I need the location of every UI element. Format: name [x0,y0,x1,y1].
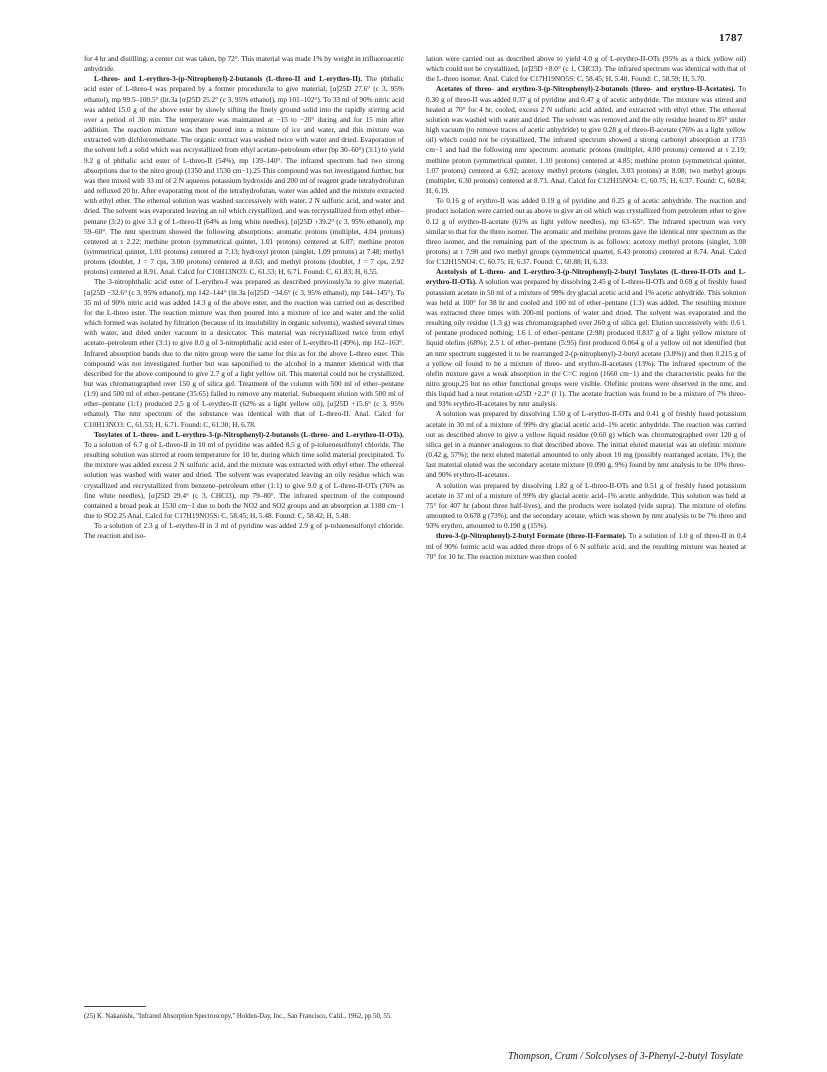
paragraph: The 3-nitrophthalic acid ester of L-erythro-I was prepared as described previously3a to give material, [α]25D −32.6° (c 3, 95% ethanol), mp 142–144° (lit.3a [α]25D −34.6° (c 3, 95% ethanol), mp 144–145°). To 35 ml of 90% nitric acid was added 14.3 g of the above ester, and the reaction was carried out as described for the L-threo ester. The reaction mixture was then poured into a mixture of ice and water and the solid which formed was isolated by filtration (because of its insolubility in organic solvents), washed several times with water, and dried under vacuum in a desiccator. This material was recrystallized twice from ethyl acetate–petroleum ether (3:1) to give 8.0 g of 3-nitrophthalic acid ester of L-erythro-II (49%), mp 162–163°. Infrared absorption bands due to the nitro group were the same for this as for the above L-threo ester. This compound was not investigated further but was saponified to the alcohol in a manner identical with that described for the above compound to give 2.7 g of a light yellow oil. This material could not be crystallized, but was chromatographed over 150 g of silica gel. Treatment of the column with 500 ml of ether–pentane (1:9) and 500 ml of ether–pentane (35:65) failed to remove any material. Subsequent elution with 500 ml of ether–pentane (1:1) produced 2.5 g of L-erythro-II (62% as a light yellow oil), [α]25D +15.6° (c 3, 95% ethanol). The nmr spectrum of the substance was identical with that of L-threo-II. Anal. Calcd for C10H13NO3: C, 61.53; H, 6.71. Found: C, 61.30; H, 6.78. [84,277,404,429]
paragraph: Acetates of threo- and erythro-3-(p-Nitrophenyl)-2-butanols (threo- and erythro-II-Acetates). To 0.30 g of threo-II was added 0.37 g of pyridine and 0.47 g of acetic anhydride. The mixture was stirred and heated at 70° for 4 hr, cooled, excess 2 N sulfuric acid added, and extracted with ethyl ether. The ethereal solution was washed with water and dried. The solvent was removed and the oily residue heated to 85° under high vacuum (to remove traces of acetic anhydride) to give 0.28 g of threo-II-acetate (76% as a light yellow oil) which could not be crystallized. The infrared spectrum showed a strong carbonyl absorption at 1735 cm−1 and had the following nmr spectrum: aromatic protons (multiplet, 4.00 protons) centered at τ 2.19; methine proton (symmetrical quintet, 1.10 protons) centered at 4.85; methine proton (symmetrical quintet, 1.07 protons) centered at 6.92; acetoxy methyl protons (singlet, 3.03 protons) at 8.08; two methyl groups (multiplet, 6.30 protons) centered at 8.73. Anal. Calcd for C12H15NO4: C, 60.75; H, 6.37. Found: C, 60.84; H, 6.19. [426,84,746,196]
paragraph: for 4 hr and distilling; a center cut was taken, bp 72°. This material was made 1% by weight in trifluoroacetic anhydride. [84,54,404,74]
paragraph: Acetolysis of L-threo- and L-erythro-3-(p-Nitrophenyl)-2-butyl Tosylates (L-threo-II-OTs and L-erythro-II-OTs). A solution was prepared by dissolving 2.45 g of L-threo-II-OTs and 0.69 g of freshly fused potassium acetate in 50 ml of a mixture of 99% dry glacial acetic acid and 1% acetic anhydride. This solution was held at 100° for 38 hr and cooled and 100 ml of ether–pentane (1:3) was added. The resulting mixture was extracted three times with 200-ml portions of water and dried. The solvent was evaporated and the resulting oily residue (1.3 g) was chromatographed over 260 g of silica gel. Elution successively with: 0.6 l. of pentane produced nothing; 1.6 l. of ether–pentane (2:98) produced 0.837 g of a light yellow mixture of liquid olefins (68%); 2.5 l. of ether–pentane (5:95) first produced 0.064 g of a yellow oil not identified (but an nmr spectrum suggested it to be rearranged 2-(p-nitrophenyl)-2-butyl acetate (3.8%)) and then 0.215 g of a yellow oil found to be a mixture of threo- and erythro-II-acetates (13%). The infrared spectrum of the olefin mixture gave a weak absorption in the C=C region (1660 cm−1) and the characteristic peaks for the nitro group,25 but no other functional groups were visible. Olefinic protons were observed in the nmr, and this liquid had a neat rotation α25D +2.2° (l 1). The acetate fraction was found to be a mixture of 7% threo- and 93% erythro-II-acetates by nmr analysis. [426,267,746,409]
paragraph: To a solution of 2.3 g of L-erythro-II in 3 ml of pyridine was added 2.9 g of p-toluenesulfonyl chloride. The reaction and iso- [84,521,404,541]
paragraph: threo-3-(p-Nitrophenyl)-2-butyl Formate (threo-II-Formate). To a solution of 1.0 g of threo-II in 0.4 ml of 90% formic acid was added three drops of 6 N sulfuric acid, and the resulting mixture was heated at 70° for 10 hr. The reaction mixture was then cooled [426,531,746,561]
footnote-rule [84,1006,146,1007]
right-column [426,54,746,562]
section-heading: threo-3-(p-Nitrophenyl)-2-butyl Formate (threo-II-Formate). [436,531,627,541]
footnote-text: (25) K. Nakanishi, "Infrared Absorption Spectroscopy," Holden-Day, Inc., San Francisco, Calif., 1962, pp 50, 55. [84,1013,392,1020]
section-heading: Tosylates of L-threo- and L-erythro-3-(p-Nitrophenyl)-2-butanols (L-threo- and L-erythro-II-OTs). [94,429,404,439]
section-heading: Acetates of threo- and erythro-3-(p-Nitrophenyl)-2-butanols (threo- and erythro-II-Acetates). [436,84,736,94]
paragraph: lation were carried out as described above to yield 4.0 g of L-erythro-II-OTs (95% as a thick yellow oil) which could not be crystallized, [α]25D +8.0° (c 1, CHCl3). The infrared spectrum was identical with that of the L-threo isomer. Anal. Calcd for C17H19NO5S: C, 58.45; H, 5.48. Found: C, 58.59; H, 5.70. [426,54,746,84]
paragraph: A solution was prepared by dissolving 1.82 g of L-threo-II-OTs and 0.51 g of freshly fused potassium acetate in 37 ml of a mixture of 99% dry glacial acetic acid–1% acetic anhydride. This solution was held at 75° for 407 hr (about three half-lives), and the products were isolated (vide supra). The mixture of olefins amounted to 0.678 g (73%), and the secondary acetate, which was shown by nmr analysis to be 7% threo and 93% erythro, amounted to 0.190 g (15%). [426,480,746,531]
running-footer: Thompson, Cram / Solcolyses of 3-Phenyl-2-butyl Tosylate [508,1051,743,1062]
paragraph: Tosylates of L-threo- and L-erythro-3-(p-Nitrophenyl)-2-butanols (L-threo- and L-erythro-II-OTs). To a solution of 6.7 g of L-threo-II in 10 ml of pyridine was added 8.5 g of p-toluenesulfonyl chloride. The resulting solution was stirred at room temperature for 10 hr, during which time solid material precipitated. To the mixture was added excess 2 N sulfuric acid, and the mixture was extracted with ethyl ether. The ethereal solution was washed with water and dried. The solvent was evaporated leaving an oily residue which was crystallized and recrystallized from benzene–petroleum ether (1:1) to give 9.0 g of L-threo-II-OTs (76% as fine white needles), [α]25D 29.4° (c 3, CHCl3), mp 79–80°. The infrared spectrum of the compound contained a broad peak at 1530 cm−1 due to both the NO2 and SO2 groups and an absorption at 1180 cm−1 due to SO2.25 Anal. Calcd for C17H19NO5S: C, 58.45; H, 5.48. Found: C, 58.42; H, 5.48. [84,429,404,521]
page-number: 1787 [719,32,743,44]
paragraph: L-threo- and L-erythro-3-(p-Nitrophenyl)-2-butanols (L-threo-II and L-erythro-II). The phthalic acid ester of L-threo-I was prepared by a former procedure3a to give material, [α]25D 27.6° (c 3, 95% ethanol), mp 99.5–100.5° (lit.3a [α]25D 25.2° (c 3, 95% ethanol), mp 101–102°). To 33 ml of 90% nitric acid was added 15.0 g of the above ester by slowly sifting the finely ground solid into the rapidly stirring acid over a period of 30 min. The temperature was maintained at −15 to −20° during and for 15 min after addition. The reaction mixture was then poured into a mixture of ice and water, and this mixture was extracted with dichloromethane. The organic extract was washed twice with water and dried. Evaporation of the solvent left a solid which was recrystallized from ethyl acetate–petroleum ether (bp 30–60°) (3:1) to yield 9.2 g of phthalic acid ester of L-threo-II (54%), mp 139–140°. The infrared spectrum had two strong absorptions due to the nitro group (1350 and 1530 cm−1).25 This compound was not investigated further, but was then mixed with 33 ml of 2 N aqueous potassium hydroxide and 200 ml of reagent grade tetrahydrofuran and refluxed 20 hr. After evaporating most of the tetrahydrofuran, water was added and the mixture extracted with ethyl ether. The ethereal solution was washed successively with water, 2 N sulfuric acid, and water and dried. The solvent was evaporated leaving an oil which crystallized, and was recrystallized from ethyl ether–pentane (3:2) to give 3.3 g of L-threo-II (64% as long white needles), [α]25D +39.2° (c 3, 95% ethanol), mp 59–60°. The nmr spectrum showed the following absorptions: aromatic protons (multiplet, 4.04 protons) centered at τ 2.22; methine proton (symmetrical quintet, 1.01 protons) centered at 6.07; methine proton (symmetrical quintet, 1.01 protons) centered at 7.13; hydroxyl proton (singlet, 1.09 protons) at 7.48; methyl protons (doublet, J = 7 cps, 3.00 protons) centered at 8.63; and methyl protons (doublet, J = 7 cps, 2.92 protons) centered at 8.91. Anal. Calcd for C10H13NO3: C, 61.53; H, 6.71. Found: C, 61.83; H, 6.55. [84,74,404,277]
left-column [84,54,404,542]
section-heading: L-threo- and L-erythro-3-(p-Nitrophenyl)-2-butanols (L-threo-II and L-erythro-II). [94,74,363,84]
footnote [84,1012,404,1021]
paragraph: To 0.16 g of erythro-II was added 0.19 g of pyridine and 0.25 g of acetic anhydride. The reaction and product isolation were carried out as above to give an oil which was crystallized from petroleum ether to give 0.12 g of erythro-II-acetate (61% as light yellow needles), mp 63–65°. The infrared spectrum was very similar to that for the threo isomer. The aromatic and methine protons gave the identical nmr spectrum as the threo isomer, and the remaining part of the spectrum is as follows: acetoxy methyl protons (singlet, 3.08 protons) at τ 7.90 and two methyl groups (symmetrical quartet, 6.43 protons) centered at 8.74. Anal. Calcd for C12H15NO4: C, 60.75; H, 6.37. Found: C, 60.88; H, 6.33. [426,196,746,267]
section-heading: Acetolysis of L-threo- and L-erythro-3-(p-Nitrophenyl)-2-butyl Tosylates (L-threo-II-OTs and L-erythro-II-OTs). [426,267,746,287]
paragraph: A solution was prepared by dissolving 1.50 g of L-erythro-II-OTs and 0.41 g of freshly fused potassium acetate in 30 ml of a mixture of 99% dry glacial acetic acid–1% acetic anhydride. The reaction was carried out as described above to give a yellow liquid residue (0.60 g) which was chromatographed over 120 g of silica gel in a manner analogous to that described above. The initial eluted material was an olefinic mixture (0.42 g, 57%); the next eluted material amounted to only about 10 mg (possibly rearranged acetate, 1%); the last material eluted was the secondary acetate mixture (0.090 g, 9%) found by nmr analysis to be 10% threo- and 90% erythro-II-acetates. [426,409,746,480]
